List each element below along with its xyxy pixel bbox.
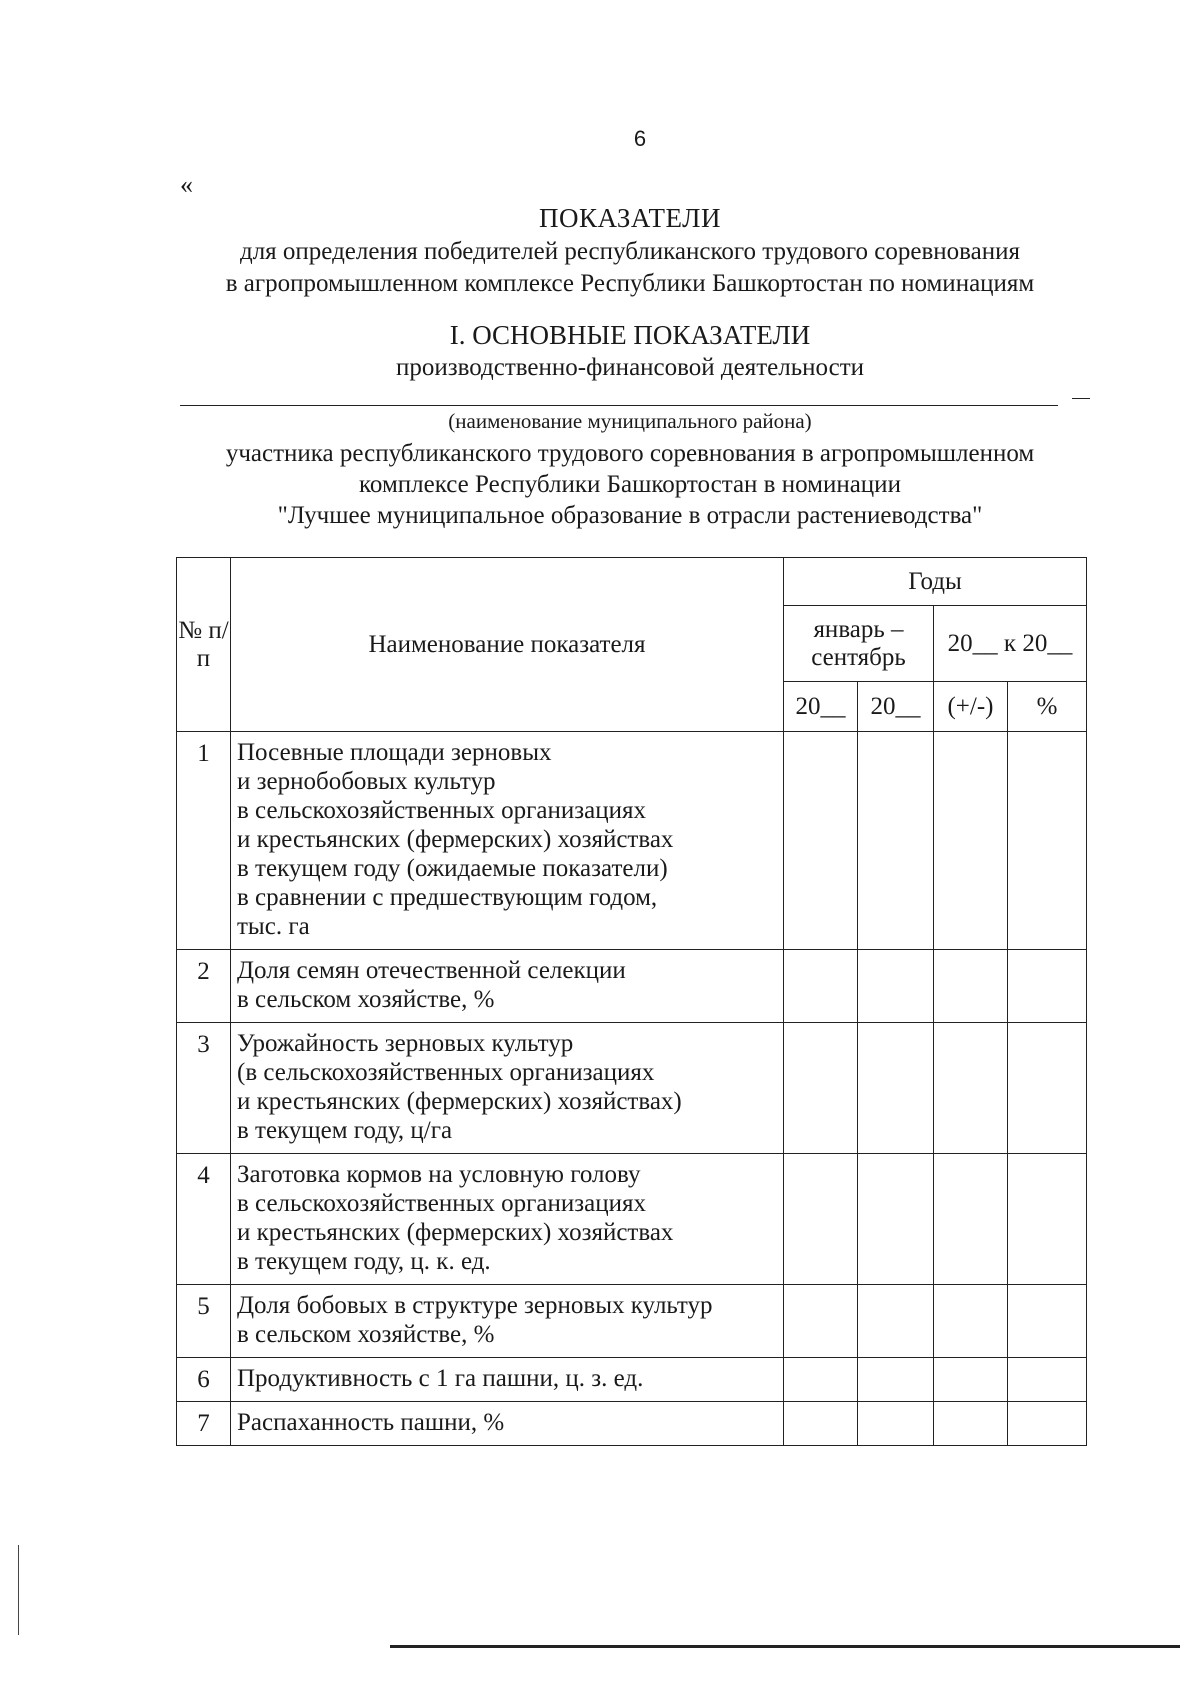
- row-indicator-name: [231, 1358, 784, 1402]
- scan-edge-mark: [18, 1545, 19, 1635]
- indicator-name-line: Распаханность пашни, %: [237, 1409, 505, 1436]
- row-year-2-value[interactable]: [858, 1358, 934, 1402]
- header-number: № п/п: [177, 558, 231, 732]
- row-indicator-name: [231, 1154, 784, 1285]
- row-number: 2: [177, 950, 231, 1023]
- district-field-caption: (наименование муниципального района): [448, 409, 812, 433]
- section-title: I. ОСНОВНЫЕ ПОКАЗАТЕЛИ: [449, 320, 811, 350]
- indicators-table: [176, 557, 1087, 1446]
- table-row: [177, 1358, 1087, 1402]
- row-indicator-name: [231, 950, 784, 1023]
- row-indicator-name: [231, 1023, 784, 1154]
- row-year-2-value[interactable]: [858, 1285, 934, 1358]
- section-subtitle: производственно-финансовой деятельности: [395, 354, 865, 381]
- indicator-name-line: и крестьянских (фермерских) хозяйствах): [237, 1088, 682, 1115]
- subtitle-line: в агропромышленном комплексе Республики Башкортостан по номинациям: [225, 270, 1035, 297]
- row-number: 4: [177, 1154, 231, 1285]
- header-year-1: 20__: [784, 682, 858, 732]
- row-year-2-value[interactable]: [858, 1402, 934, 1446]
- row-percent-value[interactable]: [1008, 1023, 1087, 1154]
- indicator-name-line: Посевные площади зерновых: [237, 739, 552, 766]
- indicator-name-line: в сельскохозяйственных организациях: [237, 797, 646, 824]
- row-year-1-value[interactable]: [784, 1154, 858, 1285]
- row-number: 1: [177, 732, 231, 950]
- row-percent-value[interactable]: [1008, 950, 1087, 1023]
- row-difference-value[interactable]: [934, 1285, 1008, 1358]
- header-percent: %: [1008, 682, 1087, 732]
- row-number: 7: [177, 1402, 231, 1446]
- indicator-name-line: и зернобобовых культур: [237, 768, 496, 795]
- participant-line: участника республиканского трудового соревнования в агропромышленном: [225, 440, 1035, 467]
- table-row: [177, 1154, 1087, 1285]
- bottom-rule: [390, 1645, 1180, 1648]
- row-year-2-value[interactable]: [858, 732, 934, 950]
- row-indicator-name: [231, 1285, 784, 1358]
- indicator-name-line: и крестьянских (фермерских) хозяйствах: [237, 1219, 674, 1246]
- row-difference-value[interactable]: [934, 1358, 1008, 1402]
- row-percent-value[interactable]: [1008, 1358, 1087, 1402]
- header-indicator-name: Наименование показателя: [231, 558, 784, 732]
- row-number: 6: [177, 1358, 231, 1402]
- row-percent-value[interactable]: [1008, 1402, 1087, 1446]
- row-difference-value[interactable]: [934, 732, 1008, 950]
- opening-quote: «: [180, 170, 193, 199]
- header-difference: (+/-): [934, 682, 1008, 732]
- row-year-1-value[interactable]: [784, 1023, 858, 1154]
- field-line-dash: [1072, 398, 1090, 399]
- row-indicator-name: [231, 732, 784, 950]
- row-percent-value[interactable]: [1008, 1154, 1087, 1285]
- row-difference-value[interactable]: [934, 1023, 1008, 1154]
- row-percent-value[interactable]: [1008, 1285, 1087, 1358]
- indicator-name-line: в сельском хозяйстве, %: [237, 986, 495, 1013]
- indicator-name-line: в сельском хозяйстве, %: [237, 1321, 495, 1348]
- district-field-line: [180, 405, 1058, 406]
- table-row: [177, 732, 1087, 950]
- participant-text: [180, 438, 1080, 531]
- table-row: [177, 1023, 1087, 1154]
- row-difference-value[interactable]: [934, 1154, 1008, 1285]
- subtitle-line: для определения победителей республиканского трудового соревнования: [239, 238, 1021, 265]
- row-percent-value[interactable]: [1008, 732, 1087, 950]
- indicator-name-line: Доля бобовых в структуре зерновых культур: [237, 1292, 713, 1319]
- indicator-name-line: Заготовка кормов на условную голову: [237, 1161, 641, 1188]
- row-difference-value[interactable]: [934, 1402, 1008, 1446]
- participant-line: "Лучшее муниципальное образование в отрасли растениеводства": [277, 502, 983, 529]
- row-year-1-value[interactable]: [784, 950, 858, 1023]
- indicator-name-line: в текущем году, ц. к. ед.: [237, 1248, 491, 1275]
- page-number: 6: [633, 126, 647, 151]
- indicator-name-line: в сравнении с предшествующим годом,: [237, 884, 658, 911]
- row-year-1-value[interactable]: [784, 1358, 858, 1402]
- indicator-name-line: Урожайность зерновых культур: [237, 1030, 574, 1057]
- row-year-2-value[interactable]: [858, 950, 934, 1023]
- header-compare: 20__ к 20__: [934, 606, 1087, 682]
- indicator-name-line: в текущем году, ц/га: [237, 1117, 453, 1144]
- table-row: [177, 1402, 1087, 1446]
- participant-line: комплексе Республики Башкортостан в номинации: [359, 471, 901, 498]
- document-subtitle: [180, 236, 1080, 300]
- indicator-name-line: Доля семян отечественной селекции: [237, 957, 626, 984]
- row-year-1-value[interactable]: [784, 1285, 858, 1358]
- row-year-1-value[interactable]: [784, 732, 858, 950]
- indicator-name-line: и крестьянских (фермерских) хозяйствах: [237, 826, 674, 853]
- row-difference-value[interactable]: [934, 950, 1008, 1023]
- header-years: Годы: [784, 558, 1087, 606]
- row-number: 5: [177, 1285, 231, 1358]
- indicator-name-line: в сельскохозяйственных организациях: [237, 1190, 646, 1217]
- indicator-name-line: в текущем году (ожидаемые показатели): [237, 855, 668, 882]
- table-row: [177, 950, 1087, 1023]
- row-year-2-value[interactable]: [858, 1023, 934, 1154]
- row-number: 3: [177, 1023, 231, 1154]
- row-indicator-name: [231, 1402, 784, 1446]
- row-year-1-value[interactable]: [784, 1402, 858, 1446]
- document-title: ПОКАЗАТЕЛИ: [539, 203, 721, 233]
- indicator-name-line: (в сельскохозяйственных организациях: [237, 1059, 655, 1086]
- indicator-name-line: тыс. га: [237, 913, 310, 940]
- header-year-2: 20__: [858, 682, 934, 732]
- table-body: [177, 732, 1087, 1446]
- table-row: [177, 1285, 1087, 1358]
- header-period: январь – сентябрь: [784, 606, 934, 682]
- row-year-2-value[interactable]: [858, 1154, 934, 1285]
- indicator-name-line: Продуктивность с 1 га пашни, ц. з. ед.: [237, 1365, 644, 1392]
